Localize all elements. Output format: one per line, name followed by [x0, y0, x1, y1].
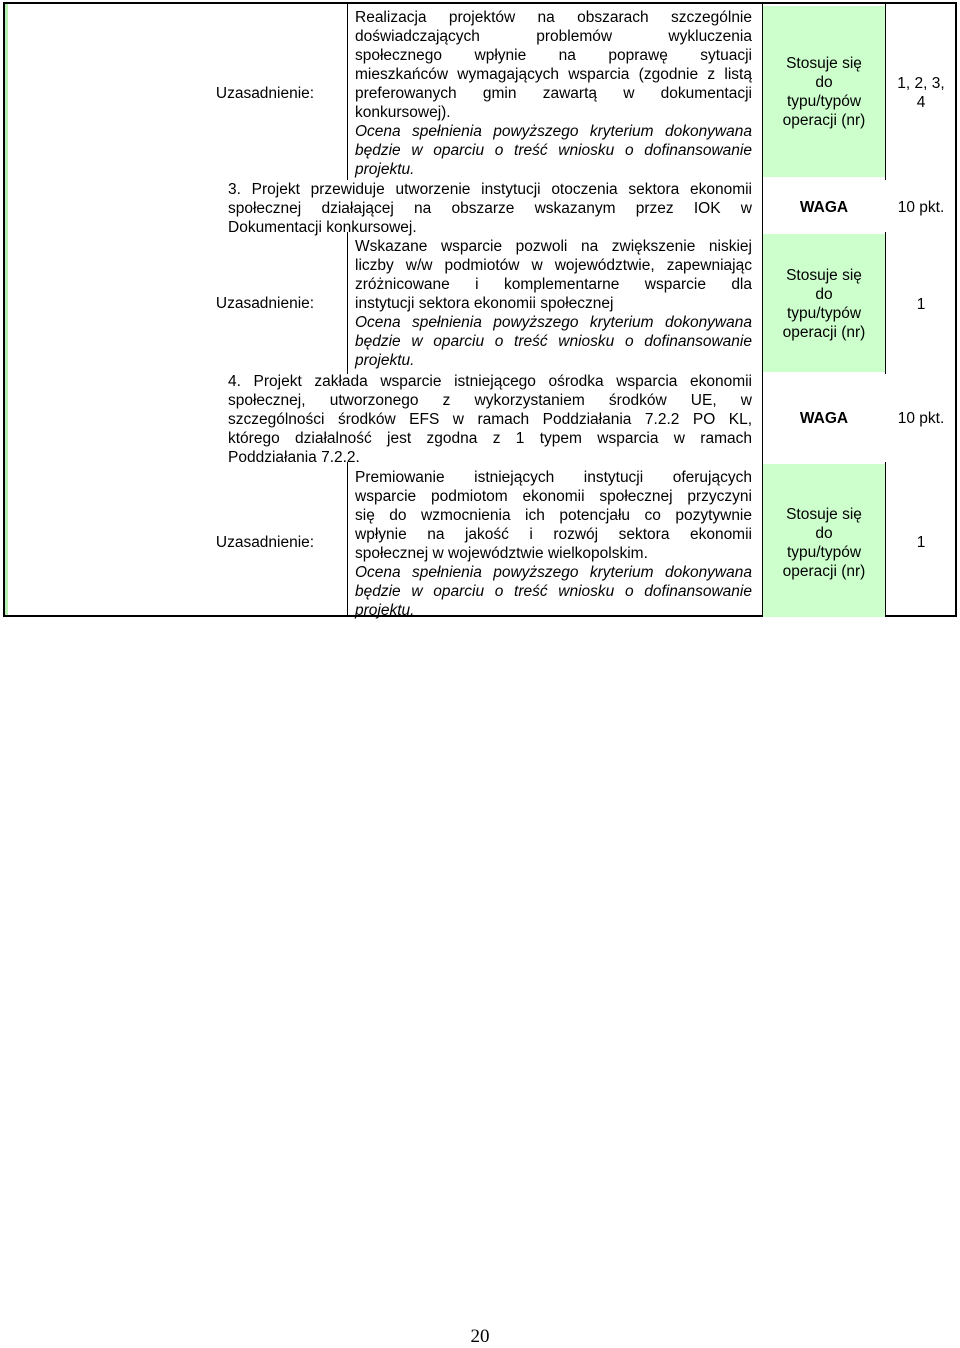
justification-label: Uzasadnienie:	[215, 295, 315, 312]
operation-types-value: 1	[916, 534, 926, 551]
justification-text: Premiowanie istniejących instytucji oferujących wsparcie podmiotom ekonomii społecznej przyczyni się do wzmocnienia ich potencjału co pozytywnie wpłynie na jakość i rozwój sektora ekonomii społecznej w województwie wielkopolskim. Ocena spełnienia powyższego kryterium dokonywana będzie w oparciu o treść wniosku o dofinansowanie projektu.	[355, 469, 752, 619]
assessment-text: Ocena spełnienia powyższego kryterium dokonywana	[355, 564, 752, 581]
criterion-3-text: 3. Projekt przewiduje utworzenie instytucji otoczenia sektora ekonomii społecznej działającej na obszarze wskazanym przez IOK w Dokumentacji konkursowej.	[228, 181, 752, 236]
assessment-text: Ocena spełnienia powyższego kryterium dokonywana	[355, 314, 752, 331]
justification-text: Realizacja projektów na obszarach szczególnie doświadczających problemów wykluczenia społecznego wpłynie na poprawę sytuacji mieszkańców wymagających wsparcia (zgodnie z listą preferowanych gmin zawartą w dokumentacji konkursowej). Ocena spełnienia powyższego kryterium dokonywana będzie w oparciu o treść wniosku o dofinansowanie projektu.	[355, 9, 752, 178]
applies-text: Stosuje się do typu/typów operacji (nr)	[782, 506, 866, 580]
operation-types-value: 1	[916, 296, 926, 313]
justification-label: Uzasadnienie:	[215, 534, 315, 551]
weight-label: WAGA	[799, 410, 849, 427]
assessment-text: Ocena spełnienia powyższego kryterium dokonywana	[355, 123, 752, 140]
criteria-table	[3, 2, 957, 617]
left-strip	[5, 4, 8, 615]
applies-text: Stosuje się do typu/typów operacji (nr)	[782, 267, 866, 341]
justification-text: Wskazane wsparcie pozwoli na zwiększenie niskiej liczby w/w podmiotów w województwie, zapewniając zróżnicowane i komplementarne wsparcie dla instytucji sektora ekonomii społecznej Ocena spełnienia powyższego kryterium dokonywana będzie w oparciu o treść wniosku o dofinansowanie projektu.	[355, 238, 752, 369]
points-value: 10 pkt.	[897, 199, 945, 216]
operation-types-value: 1, 2, 3, 4	[897, 75, 945, 111]
justification-label: Uzasadnienie:	[215, 85, 315, 102]
applies-text: Stosuje się do typu/typów operacji (nr)	[782, 55, 866, 129]
page-number: 20	[470, 1326, 490, 1347]
weight-label: WAGA	[799, 199, 849, 216]
criterion-4-text: 4. Projekt zakłada wsparcie istniejącego ośrodka wsparcia ekonomii społecznej, utworzonego z wykorzystaniem środków UE, w szczególności środków EFS w ramach Poddziałania 7.2.2 PO KL, którego działalność jest zgodna z 1 typem wsparcia w ramach Poddziałania 7.2.2.	[228, 373, 752, 466]
points-value: 10 pkt.	[897, 410, 945, 427]
